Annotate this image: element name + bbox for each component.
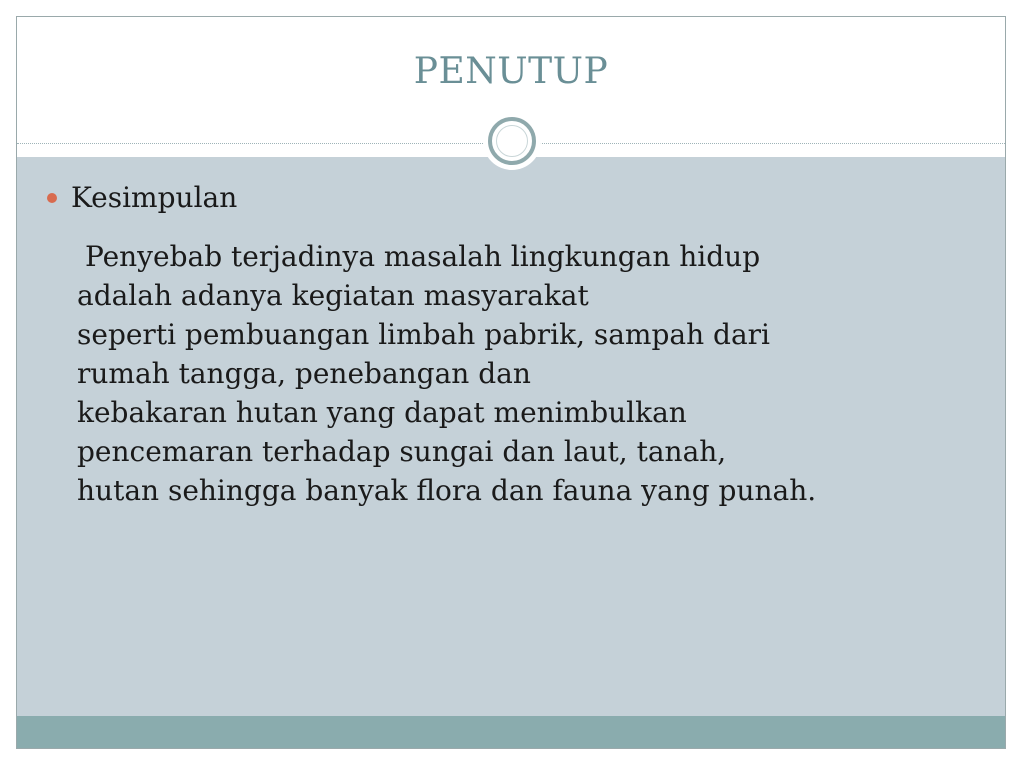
paragraph-line: Penyebab terjadinya masalah lingkungan hidup: [85, 240, 761, 273]
paragraph-line: hutan sehingga banyak flora dan fauna yang punah.: [77, 474, 817, 507]
paragraph-line: rumah tangga, penebangan dan: [77, 357, 531, 390]
circle-ornament-icon: [483, 112, 541, 170]
ornament-inner-ring: [496, 125, 528, 157]
bullet-label: Kesimpulan: [71, 181, 238, 214]
paragraph-line: pencemaran terhadap sungai dan laut, tanah,: [77, 435, 727, 468]
conclusion-paragraph: [77, 237, 977, 510]
bullet-dot-icon: [47, 193, 57, 203]
paragraph-line: adalah adanya kegiatan masyarakat: [77, 279, 589, 312]
paragraph-line: kebakaran hutan yang dapat menimbulkan: [77, 396, 687, 429]
paragraph-line: seperti pembuangan limbah pabrik, sampah dari: [77, 318, 770, 351]
ornament-ring: [488, 117, 536, 165]
slide-frame: [16, 16, 1006, 749]
bullet-item: [47, 181, 237, 214]
bottom-band: [17, 716, 1005, 749]
slide-title: PENUTUP: [413, 51, 609, 92]
